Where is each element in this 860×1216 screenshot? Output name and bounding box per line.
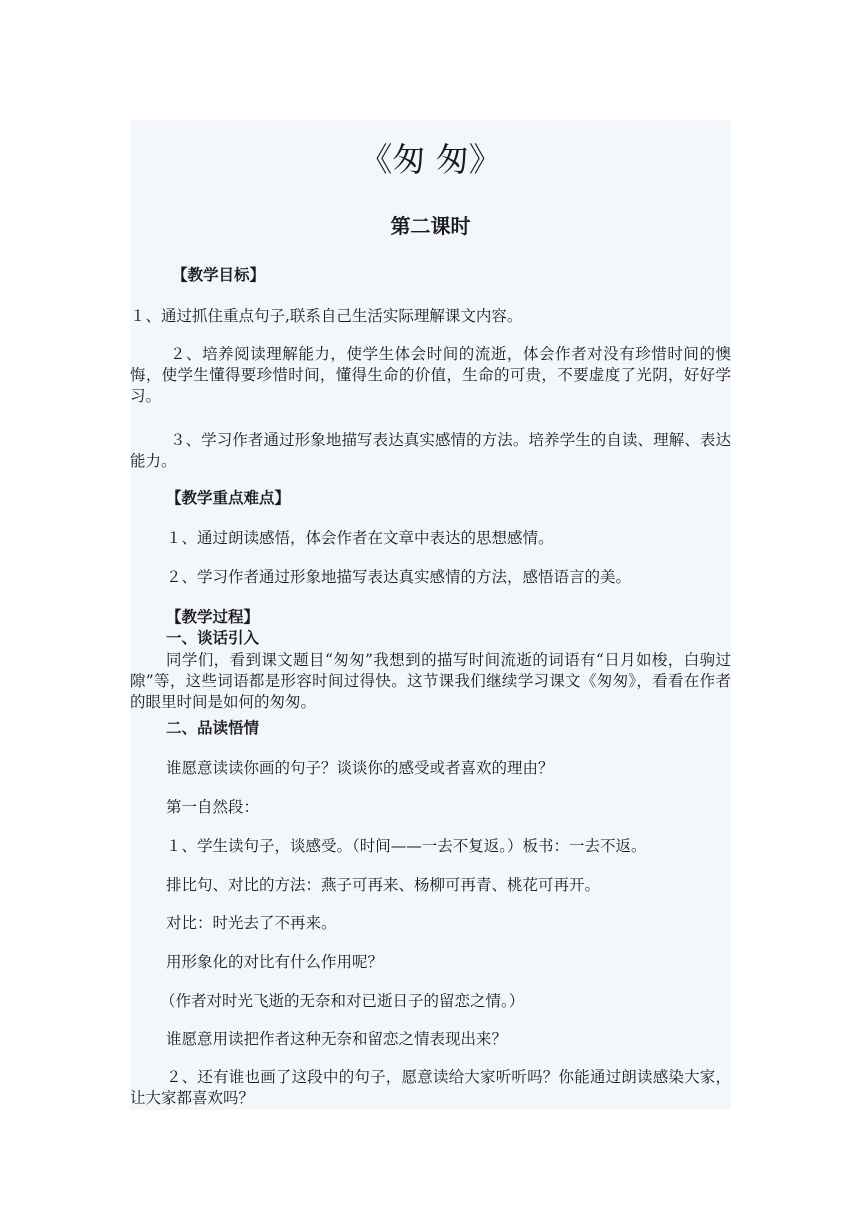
document-title: 《匆 匆》 [359,140,502,179]
question-line-1: 谁愿意读读你画的句子？谈谈你的感受或者喜欢的理由？ [166,759,554,777]
question-line-2: 谁愿意用读把作者这种无奈和留恋之情表现出来？ [166,1030,508,1048]
goal-item-1: １、通过抓住重点句子,联系自己生活实际理解课文内容。 [130,307,523,325]
goal-item-2: ２、培养阅读理解能力，使学生体会时间的流逝，体会作者对没有珍惜时间的懊悔，使学生懂得要珍惜时间，懂得生命的价值，生命的可贵，不要虚度了光阴，好好学习。 [130,345,731,405]
section-heading-intro: 一、谈话引入 [166,629,260,647]
activity-item-1: １、学生读句子，谈感受。（时间——一去不复返。）板书：一去不返。 [166,837,647,855]
lesson-subtitle: 第二课时 [390,214,471,238]
answer-line: （作者对时光飞逝的无奈和对已逝日子的留恋之情。） [160,992,525,1010]
method-line: 排比句、对比的方法：燕子可再来、杨柳可再青、桃花可再开。 [166,876,601,894]
document-page [130,120,731,1110]
keypoint-item-2: ２、学习作者通过形象地描写表达真实感情的方法，感悟语言的美。 [166,568,632,586]
activity-item-2: ２、还有谁也画了这段中的句子，愿意读给大家听听吗？你能通过朗读感染大家，让大家都喜欢吗？ [130,1068,731,1107]
intro-paragraph: 同学们，看到课文题目“匆匆”我想到的描写时间流逝的词语有“日月如梭，白驹过隙”等，这些词语都是形容时间过得快。这节课我们继续学习课文《匆匆》，看看在作者的眼里时间是如何的匆匆。 [130,651,731,711]
keypoint-item-1: １、通过朗读感悟，体会作者在文章中表达的思想感情。 [166,529,554,547]
goal-item-3: ３、学习作者通过形象地描写表达真实感情的方法。培养学生的自读、理解、表达能力。 [130,431,731,470]
goals-heading: 【教学目标】 [172,266,266,284]
section-heading-reading: 二、品读悟情 [166,719,260,737]
keypoints-heading: 【教学重点难点】 [166,489,291,507]
contrast-line: 对比：时光去了不再来。 [166,914,337,932]
process-heading: 【教学过程】 [166,608,260,626]
paragraph-label: 第一自然段： [166,798,260,816]
effect-question: 用形象化的对比有什么作用呢？ [166,953,384,971]
